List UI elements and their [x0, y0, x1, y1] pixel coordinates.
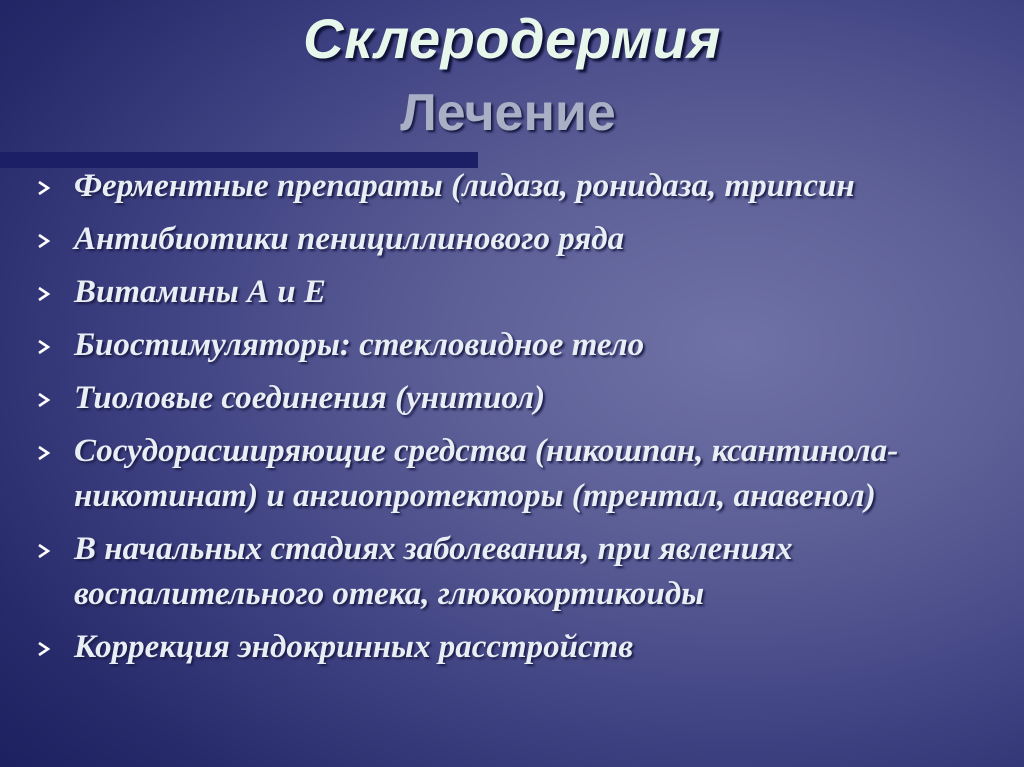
- chevron-right-icon: [36, 625, 60, 670]
- list-item: [32, 625, 992, 670]
- list-item-text: Коррекция эндокринных расстройств: [74, 629, 634, 665]
- treatment-list: [32, 164, 992, 678]
- list-item-text: Витамины А и Е: [74, 274, 326, 310]
- list-item-text: Сосудорасширяющие средства (никошпан, ксантинола-никотинат) и ангиопротекторы (трентал, анавенол): [74, 433, 899, 514]
- chevron-right-icon: [36, 429, 60, 474]
- chevron-right-icon: [36, 164, 60, 209]
- slide-title: Склеродермия: [303, 7, 721, 70]
- chevron-right-icon: [36, 270, 60, 315]
- list-item-text: В начальных стадиях заболевания, при явлениях воспалительного отека, глюкокортикоиды: [74, 531, 793, 612]
- list-item-text: Антибиотики пенициллинового ряда: [74, 221, 625, 257]
- list-item-text: Тиоловые соединения (унитиол): [74, 380, 546, 416]
- chevron-right-icon: [36, 323, 60, 368]
- chevron-right-icon: [36, 376, 60, 421]
- list-item-text: Ферментные препараты (лидаза, ронидаза, трипсин: [74, 168, 855, 204]
- chevron-right-icon: [36, 217, 60, 262]
- slide-subtitle: Лечение: [400, 84, 616, 142]
- list-item-text: Биостимуляторы: стекловидное тело: [74, 327, 645, 363]
- list-item: [32, 164, 992, 209]
- list-item: [32, 429, 992, 519]
- list-item: [32, 376, 992, 421]
- list-item: [32, 527, 992, 617]
- list-item: [32, 323, 992, 368]
- list-item: [32, 270, 992, 315]
- list-item: [32, 217, 992, 262]
- chevron-right-icon: [36, 527, 60, 572]
